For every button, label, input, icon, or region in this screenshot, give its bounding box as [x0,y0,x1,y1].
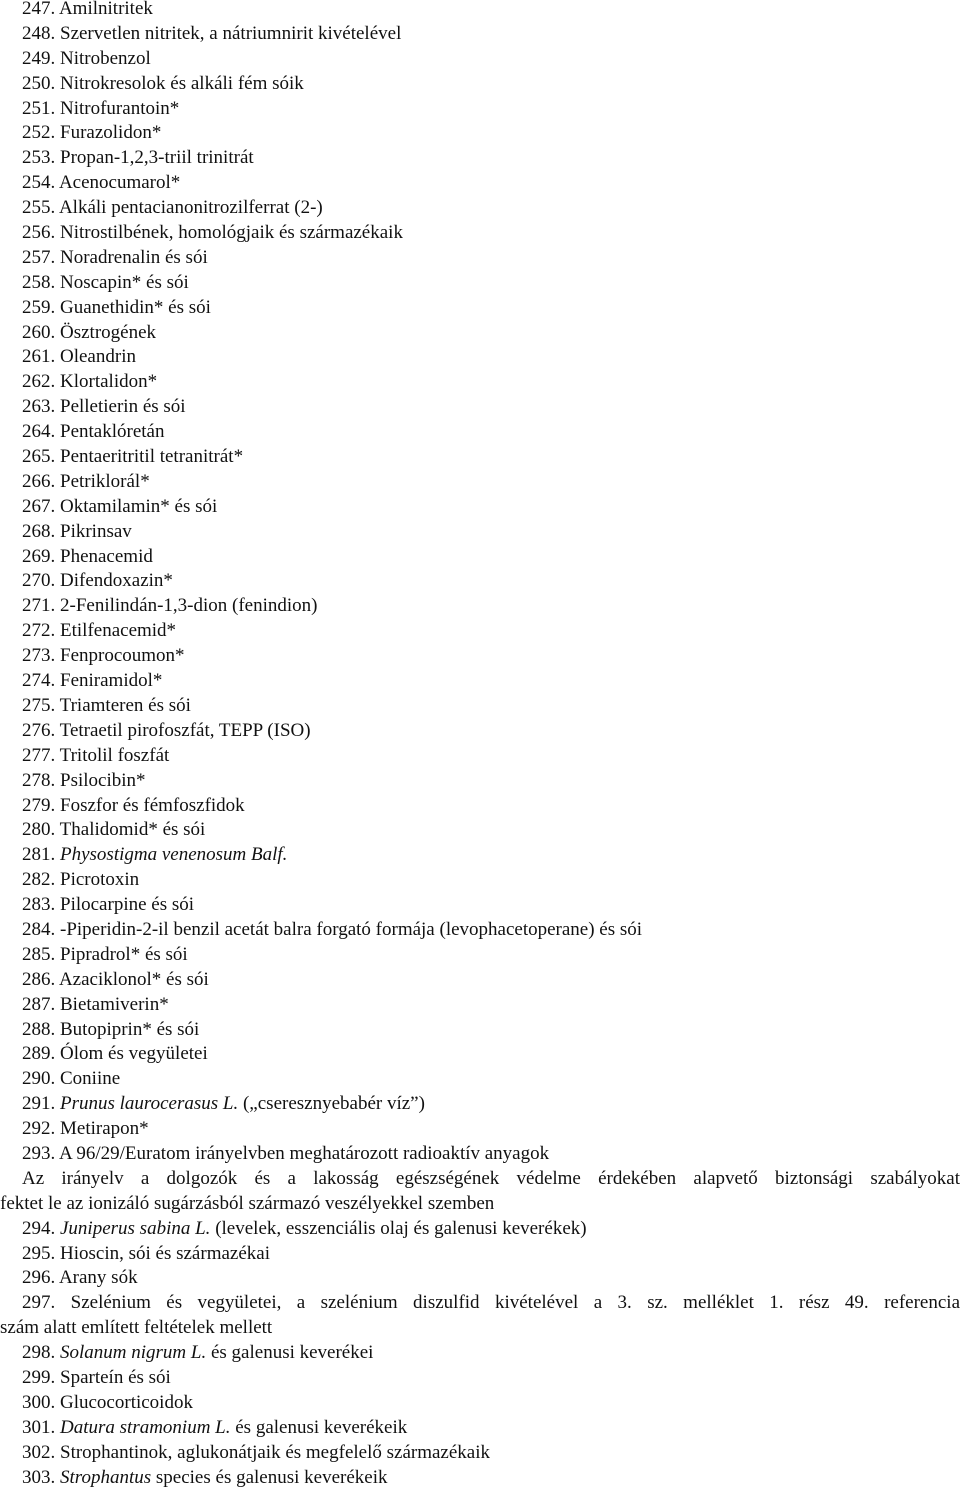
item-number: 253. [22,147,56,169]
item-number: 258. [22,271,56,293]
item-number: 249. [22,47,56,69]
item-297-line-1: 297. Szelénium és vegyületei, a szelénium diszulfid kivételével a 3. sz. melléklet 1. rész 49. referencia [22,1292,960,1314]
item-number: 299. [22,1366,56,1388]
item-number: 248. [22,22,56,44]
item-text: Butopiprin* és sói [60,1018,200,1040]
list-item [0,520,960,545]
list-item [0,445,960,470]
item-number: 261. [22,346,56,368]
list-item [0,968,960,993]
list-item [0,794,960,819]
item-number: 247. [22,0,56,19]
item-text: Nitrofurantoin* [60,97,180,119]
list-item [0,669,960,694]
item-text: Hioscin, sói és származékai [60,1242,270,1264]
item-number: 269. [22,545,56,567]
item-number: 263. [22,396,56,418]
item-number: 254. [22,172,56,194]
list-item [0,1117,960,1142]
list-item [0,843,960,868]
list-item [0,1092,960,1117]
item-text: Pentaklóretán [60,421,165,443]
item-text: Szervetlen nitritek, a nátriumnirit kivételével [60,22,402,44]
item-number: 289. [22,1043,56,1065]
item-text: Pentaeritritil tetranitrát* [60,446,244,468]
list-item [0,196,960,221]
item-text: Feniramidol* [60,670,163,692]
list-item [0,719,960,744]
note-293-line-2: fektet le az ionizáló sugárzásból származó veszélyekkel szemben [0,1192,495,1214]
list-item [0,1341,960,1366]
item-text: Amilnitritek [58,0,153,19]
item-297-line-2: szám alatt említett feltételek mellett [0,1317,273,1339]
item-number: 277. [22,744,56,766]
item-number: 256. [22,222,56,244]
item-text: -Piperidin-2-il benzil acetát balra forgató formája (levophacetoperane) és sói [60,918,643,940]
list-item [0,1142,960,1167]
list-item [0,594,960,619]
item-text: Pikrinsav [60,520,132,542]
list-item [0,644,960,669]
item-text: species és galenusi keverékeik [151,1466,388,1488]
item-text: Thalidomid* és sói [59,819,206,841]
list-item [0,1416,960,1441]
item-text: Oleandrin [60,346,136,368]
item-text: Klortalidon* [60,371,158,393]
item-text: Psilocibin* [60,769,146,791]
item-text: Tritolil foszfát [59,744,170,766]
item-text: Ólom és vegyületei [60,1043,208,1065]
list-item [0,769,960,794]
item-number: 290. [22,1068,56,1090]
item-text: Etilfenacemid* [60,620,177,642]
list-item [0,1466,960,1491]
item-number: 270. [22,570,56,592]
item-number: 259. [22,296,56,318]
list-item [0,1042,960,1067]
list-item [0,545,960,570]
list-item [0,146,960,171]
list-item [0,868,960,893]
item-number: 257. [22,246,56,268]
item-number: 271. [22,595,56,617]
item-number: 296. [22,1267,56,1289]
item-name-italic: Juniperus sabina L. [60,1217,211,1239]
list-item [0,918,960,943]
item-number: 285. [22,943,56,965]
item-text: és galenusi keverékeik [230,1416,408,1438]
list-item [0,1441,960,1466]
list-item [0,395,960,420]
item-number: 275. [22,694,56,716]
list-item [0,370,960,395]
item-number: 279. [22,794,56,816]
item-text: Pipradrol* és sói [60,943,188,965]
item-text: (levelek, esszenciális olaj és galenusi keverékek) [210,1217,587,1239]
list-item [0,0,960,22]
item-number: 250. [22,72,56,94]
item-name-italic: Strophantus [60,1466,152,1488]
list-item [0,1366,960,1391]
item-text: Nitrostilbének, homológjaik és származékaik [60,222,403,244]
list-item [0,72,960,97]
list-item [0,321,960,346]
list-item [0,495,960,520]
item-text: Metirapon* [60,1118,149,1140]
item-text: Petriklorál* [60,470,150,492]
item-name-italic: Solanum nigrum L. [60,1342,207,1364]
item-number: 276. [22,719,56,741]
list-item [0,943,960,968]
item-number: 302. [22,1441,56,1463]
list-item [0,694,960,719]
list-item [0,470,960,495]
list-item [0,47,960,72]
item-number: 265. [22,446,56,468]
item-number: 294. [22,1217,56,1239]
item-text: A 96/29/Euratom irányelvben meghatározott radioaktív anyagok [58,1142,550,1164]
item-number: 255. [22,197,56,219]
item-number: 293. [22,1142,56,1164]
item-text: Azaciklonol* és sói [58,968,209,990]
item-text: Sparteín és sói [60,1366,171,1388]
item-number: 272. [22,620,56,642]
list-item [0,97,960,122]
item-text: Triamteren és sói [59,694,191,716]
item-text: Furazolidon* [60,122,162,144]
item-number: 291. [22,1093,56,1115]
substance-list-continued [0,1217,960,1292]
list-item [0,246,960,271]
item-text: Ösztrogének [60,321,157,343]
item-text: Nitrokresolok és alkáli fém sóik [60,72,304,94]
item-text: 2-Fenilindán-1,3-dion (fenindion) [60,595,318,617]
item-text: Tetraetil pirofoszfát, TEPP (ISO) [59,719,311,741]
list-item [0,171,960,196]
list-item [0,221,960,246]
item-text: Fenprocoumon* [60,645,185,667]
item-number: 274. [22,670,56,692]
item-number: 284. [22,918,56,940]
list-item [0,619,960,644]
item-number: 281. [22,844,56,866]
item-number: 292. [22,1118,56,1140]
item-number: 300. [22,1391,56,1413]
item-number: 264. [22,421,56,443]
item-number: 251. [22,97,56,119]
item-name-italic: Datura stramonium L. [60,1416,231,1438]
item-number: 295. [22,1242,56,1264]
item-number: 301. [22,1416,56,1438]
item-text: Foszfor és fémfoszfidok [60,794,245,816]
list-item [0,420,960,445]
item-text: Oktamilamin* és sói [60,495,218,517]
list-item [0,1266,960,1291]
item-text: Noscapin* és sói [60,271,189,293]
item-number: 283. [22,894,56,916]
item-number: 287. [22,993,56,1015]
list-item [0,744,960,769]
item-number: 266. [22,470,56,492]
item-text: Pilocarpine és sói [60,894,195,916]
list-item [0,993,960,1018]
item-text: Strophantinok, aglukonátjaik és megfelelő származékaik [60,1441,490,1463]
list-item [0,569,960,594]
item-text: Noradrenalin és sói [60,246,208,268]
list-item [0,818,960,843]
item-text: és galenusi keverékei [206,1342,374,1364]
substance-list-end [0,1341,960,1490]
item-number: 267. [22,495,56,517]
item-text: Alkáli pentacianonitrozilferrat (2-) [58,197,323,219]
item-number: 252. [22,122,56,144]
item-text: Guanethidin* és sói [60,296,211,318]
item-number: 278. [22,769,56,791]
list-item [0,1018,960,1043]
item-text: Phenacemid [60,545,153,567]
item-number: 260. [22,321,56,343]
list-item [0,1217,960,1242]
item-number: 273. [22,645,56,667]
list-item [0,271,960,296]
item-number: 280. [22,819,56,841]
item-number: 262. [22,371,56,393]
item-text: Difendoxazin* [60,570,173,592]
item-name-italic: Prunus laurocerasus L. [60,1093,239,1115]
note-293-line-1: Az irányelv a dolgozók és a lakosság egészségének védelme érdekében alapvető biztonsági szabályokat [22,1167,960,1189]
item-text: Glucocorticoidok [60,1391,193,1413]
item-number: 286. [22,968,56,990]
item-text: Arany sók [58,1267,138,1289]
list-item [0,1391,960,1416]
list-item [0,893,960,918]
item-number: 282. [22,869,56,891]
item-text: Bietamiverin* [60,993,169,1015]
item-number: 303. [22,1466,56,1488]
item-text: Picrotoxin [60,869,140,891]
item-text: Acenocumarol* [58,172,181,194]
item-text: Propan-1,2,3-triil trinitrát [60,147,254,169]
item-number: 298. [22,1342,56,1364]
list-item [0,121,960,146]
item-text: Coniine [60,1068,121,1090]
list-item [0,22,960,47]
item-text: Nitrobenzol [60,47,151,69]
list-item [0,1242,960,1267]
list-item [0,1067,960,1092]
item-text: Pelletierin és sói [60,396,186,418]
item-name-italic: Physostigma venenosum Balf. [60,844,288,866]
item-number: 288. [22,1018,56,1040]
list-item [0,345,960,370]
item-text: („cseresznyebabér víz”) [238,1093,425,1115]
item-number: 268. [22,520,56,542]
list-item [0,296,960,321]
